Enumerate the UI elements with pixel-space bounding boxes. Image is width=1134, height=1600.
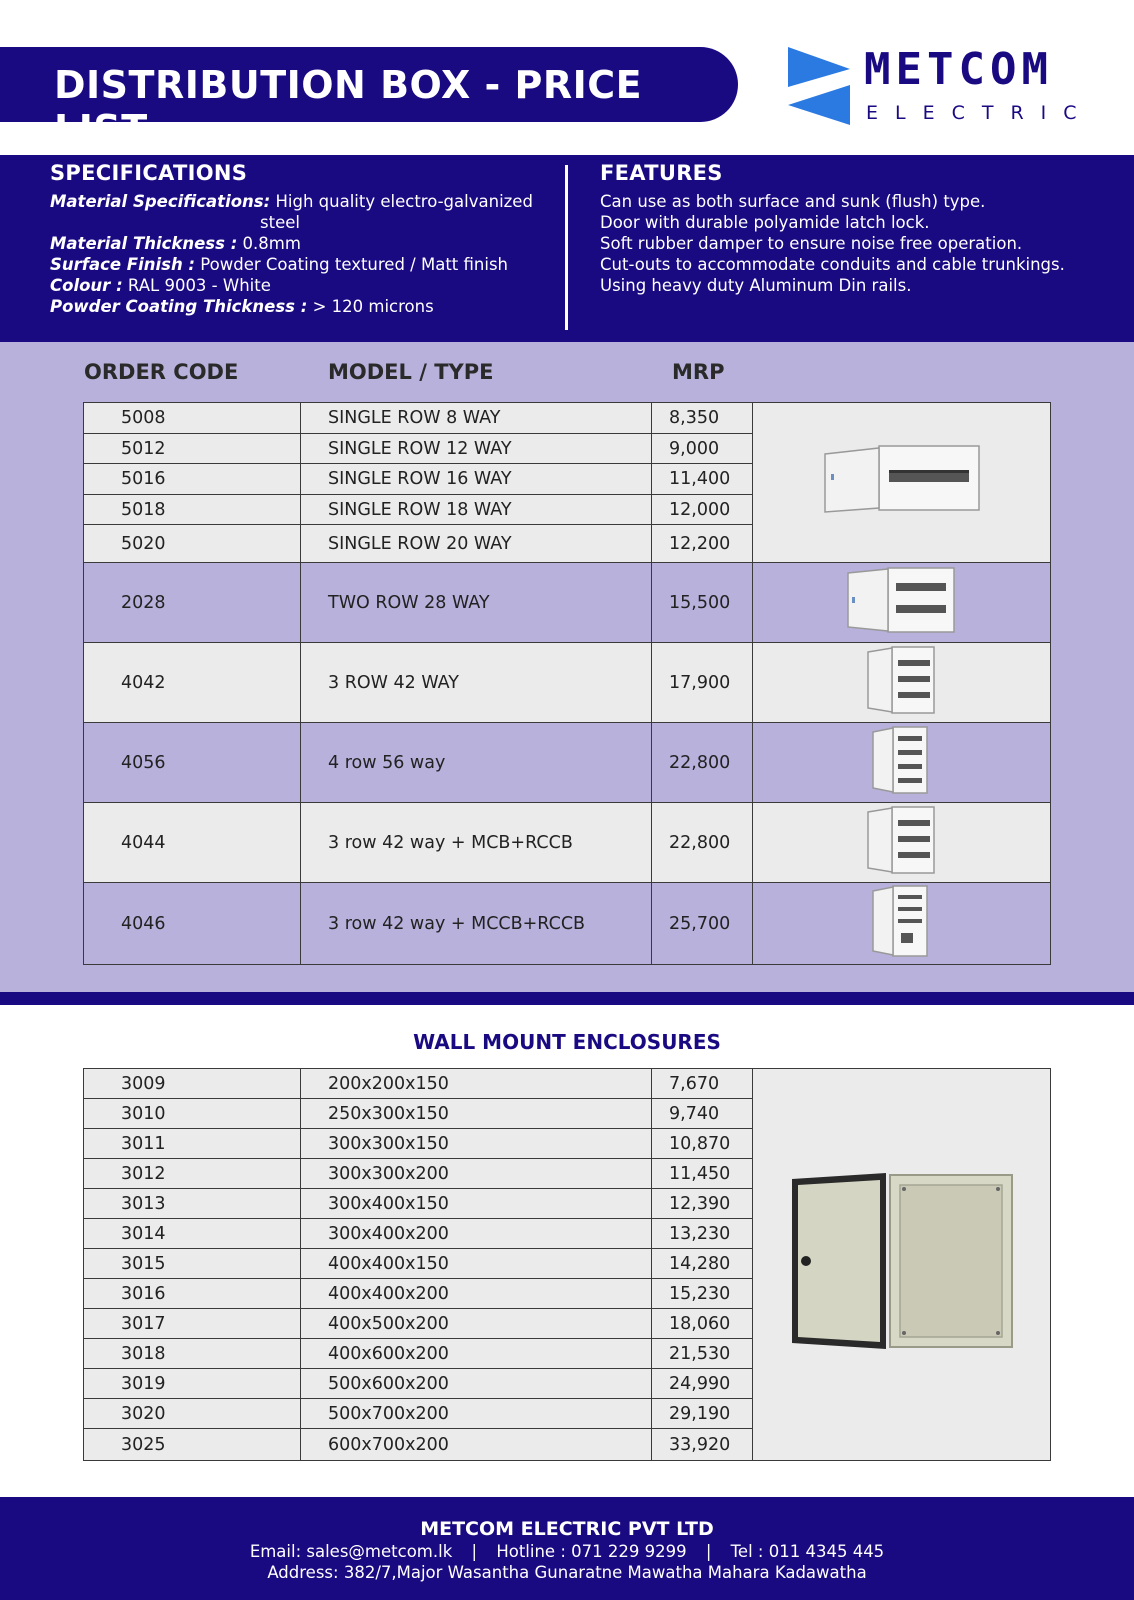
footer-address: Address: 382/7,Major Wasantha Gunaratne Mawatha Mahara Kadawatha [267, 1563, 867, 1582]
spec-value: Powder Coating textured / Matt finish [200, 255, 508, 274]
logo-wordmark: METCOM [864, 44, 1053, 95]
four-row-box-icon [867, 724, 937, 796]
spec-item-cont: steel [260, 213, 300, 232]
spec-item: Material Specifications: High quality electro-galvanized [50, 192, 533, 211]
order-code: 3012 [84, 1159, 301, 1189]
metcom-logo [788, 44, 1098, 126]
order-code: 4042 [84, 643, 301, 723]
logo-chevron-icon [788, 47, 850, 125]
table-row [84, 643, 1051, 723]
spec-value: High quality electro-galvanized [275, 192, 533, 211]
column-header-mrp: MRP [672, 360, 725, 384]
wall-enclosure-icon [782, 1167, 1022, 1357]
mrp-price: 9,740 [652, 1099, 753, 1129]
mrp-price: 25,700 [652, 883, 753, 965]
mrp-price: 21,530 [652, 1339, 753, 1369]
mcb-rccb-box-icon [862, 804, 942, 876]
title-banner [0, 47, 738, 151]
spec-band [0, 155, 1134, 342]
product-image-cell [753, 883, 1051, 965]
specifications-heading: SPECIFICATIONS [50, 161, 248, 185]
column-header-code: ORDER CODE [84, 360, 239, 384]
enclosure-size: 250x300x150 [301, 1099, 652, 1129]
model-type: 3 ROW 42 WAY [301, 643, 652, 723]
product-image-cell [753, 723, 1051, 803]
mrp-price: 13,230 [652, 1219, 753, 1249]
footer-company: METCOM ELECTRIC PVT LTD [420, 1518, 714, 1540]
model-type: SINGLE ROW 12 WAY [301, 434, 652, 464]
table-row [84, 803, 1051, 883]
order-code: 3017 [84, 1309, 301, 1339]
product-image-cell [753, 643, 1051, 723]
mrp-price: 8,350 [652, 403, 753, 434]
mrp-price: 12,000 [652, 495, 753, 525]
spec-value: > 120 microns [312, 297, 434, 316]
spec-item [50, 254, 533, 275]
column-header-model: MODEL / TYPE [328, 360, 494, 384]
features-section [600, 163, 1065, 296]
mrp-price: 7,670 [652, 1069, 753, 1099]
page-title: DISTRIBUTION BOX - PRICE LIST [54, 63, 643, 151]
three-row-box-icon [862, 644, 942, 716]
product-image-cell [753, 563, 1051, 643]
order-code: 5018 [84, 495, 301, 525]
mrp-price: 15,230 [652, 1279, 753, 1309]
mrp-price: 12,200 [652, 525, 753, 563]
footer-email[interactable]: Email: sales@metcom.lk [249, 1542, 453, 1561]
product-image-cell [753, 803, 1051, 883]
mrp-price: 10,870 [652, 1129, 753, 1159]
column-divider [565, 165, 568, 330]
spec-key: Powder Coating Thickness : [50, 297, 308, 316]
enclosure-size: 400x600x200 [301, 1339, 652, 1369]
order-code: 3016 [84, 1279, 301, 1309]
mrp-price: 22,800 [652, 723, 753, 803]
order-code: 3014 [84, 1219, 301, 1249]
enclosure-size: 400x400x150 [301, 1249, 652, 1279]
mrp-price: 15,500 [652, 563, 753, 643]
mrp-price: 14,280 [652, 1249, 753, 1279]
model-type: SINGLE ROW 8 WAY [301, 403, 652, 434]
enclosure-size: 500x600x200 [301, 1369, 652, 1399]
model-type: SINGLE ROW 20 WAY [301, 525, 652, 563]
order-code: 4044 [84, 803, 301, 883]
spec-value: 0.8mm [242, 234, 301, 253]
table-row [84, 563, 1051, 643]
mccb-rccb-box-icon [867, 883, 937, 959]
mrp-price: 11,450 [652, 1159, 753, 1189]
footer-separator: | [471, 1542, 478, 1561]
mrp-price: 17,900 [652, 643, 753, 723]
order-code: 2028 [84, 563, 301, 643]
feature-item: Using heavy duty Aluminum Din rails. [600, 276, 912, 295]
order-code: 3019 [84, 1369, 301, 1399]
model-type: 3 row 42 way + MCB+RCCB [301, 803, 652, 883]
order-code: 5008 [84, 403, 301, 434]
logo-subtext: ELECTRIC [866, 102, 1094, 124]
enclosure-size: 300x400x150 [301, 1189, 652, 1219]
footer-hotline[interactable]: Hotline : 071 229 9299 [496, 1542, 687, 1561]
distribution-box-table [83, 402, 1051, 965]
mrp-price: 24,990 [652, 1369, 753, 1399]
wall-mount-table [83, 1068, 1051, 1461]
order-code: 3009 [84, 1069, 301, 1099]
footer [0, 1497, 1134, 1600]
enclosure-size: 300x400x200 [301, 1219, 652, 1249]
model-type: 4 row 56 way [301, 723, 652, 803]
spec-item [50, 275, 533, 296]
enclosure-size: 500x700x200 [301, 1399, 652, 1429]
order-code: 4056 [84, 723, 301, 803]
order-code: 4046 [84, 883, 301, 965]
mrp-price: 33,920 [652, 1429, 753, 1461]
table-row [84, 883, 1051, 965]
order-code: 3011 [84, 1129, 301, 1159]
mrp-price: 29,190 [652, 1399, 753, 1429]
enclosure-size: 400x400x200 [301, 1279, 652, 1309]
enclosure-size: 400x500x200 [301, 1309, 652, 1339]
feature-item: Can use as both surface and sunk (flush) type. [600, 192, 986, 211]
spec-key: Material Thickness : [50, 234, 238, 253]
section-divider-bar [0, 992, 1134, 1005]
model-type: 3 row 42 way + MCCB+RCCB [301, 883, 652, 965]
mrp-price: 18,060 [652, 1309, 753, 1339]
order-code: 3015 [84, 1249, 301, 1279]
single-row-box-icon [817, 440, 987, 520]
two-row-box-icon [842, 565, 962, 635]
order-code: 5020 [84, 525, 301, 563]
wall-mount-title: WALL MOUNT ENCLOSURES [413, 1030, 721, 1054]
specifications-section [50, 163, 533, 317]
features-heading: FEATURES [600, 161, 723, 185]
footer-tel[interactable]: Tel : 011 4345 445 [730, 1542, 885, 1561]
order-code: 3010 [84, 1099, 301, 1129]
mrp-price: 11,400 [652, 464, 753, 495]
model-type: SINGLE ROW 16 WAY [301, 464, 652, 495]
enclosure-size: 200x200x150 [301, 1069, 652, 1099]
feature-item: Door with durable polyamide latch lock. [600, 213, 930, 232]
footer-separator: | [705, 1542, 712, 1561]
footer-contacts [0, 1542, 1134, 1561]
order-code: 3025 [84, 1429, 301, 1461]
table-row [84, 403, 1051, 434]
enclosure-size: 300x300x200 [301, 1159, 652, 1189]
spec-key: Colour : [50, 276, 123, 295]
table-row [84, 1069, 1051, 1099]
mrp-price: 12,390 [652, 1189, 753, 1219]
spec-item [50, 233, 533, 254]
product-image-cell [753, 403, 1051, 563]
order-code: 3018 [84, 1339, 301, 1369]
table-row [84, 723, 1051, 803]
enclosure-size: 600x700x200 [301, 1429, 652, 1461]
spec-item [50, 296, 533, 317]
model-type: TWO ROW 28 WAY [301, 563, 652, 643]
spec-key: Material Specifications [50, 192, 264, 211]
order-code: 5012 [84, 434, 301, 464]
model-type: SINGLE ROW 18 WAY [301, 495, 652, 525]
order-code: 3020 [84, 1399, 301, 1429]
spec-value: RAL 9003 - White [127, 276, 271, 295]
mrp-price: 22,800 [652, 803, 753, 883]
order-code: 5016 [84, 464, 301, 495]
feature-item: Cut-outs to accommodate conduits and cable trunkings. [600, 255, 1065, 274]
enclosure-size: 300x300x150 [301, 1129, 652, 1159]
spec-key: Surface Finish : [50, 255, 196, 274]
feature-item: Soft rubber damper to ensure noise free operation. [600, 234, 1023, 253]
product-image-cell [753, 1069, 1051, 1461]
order-code: 3013 [84, 1189, 301, 1219]
mrp-price: 9,000 [652, 434, 753, 464]
